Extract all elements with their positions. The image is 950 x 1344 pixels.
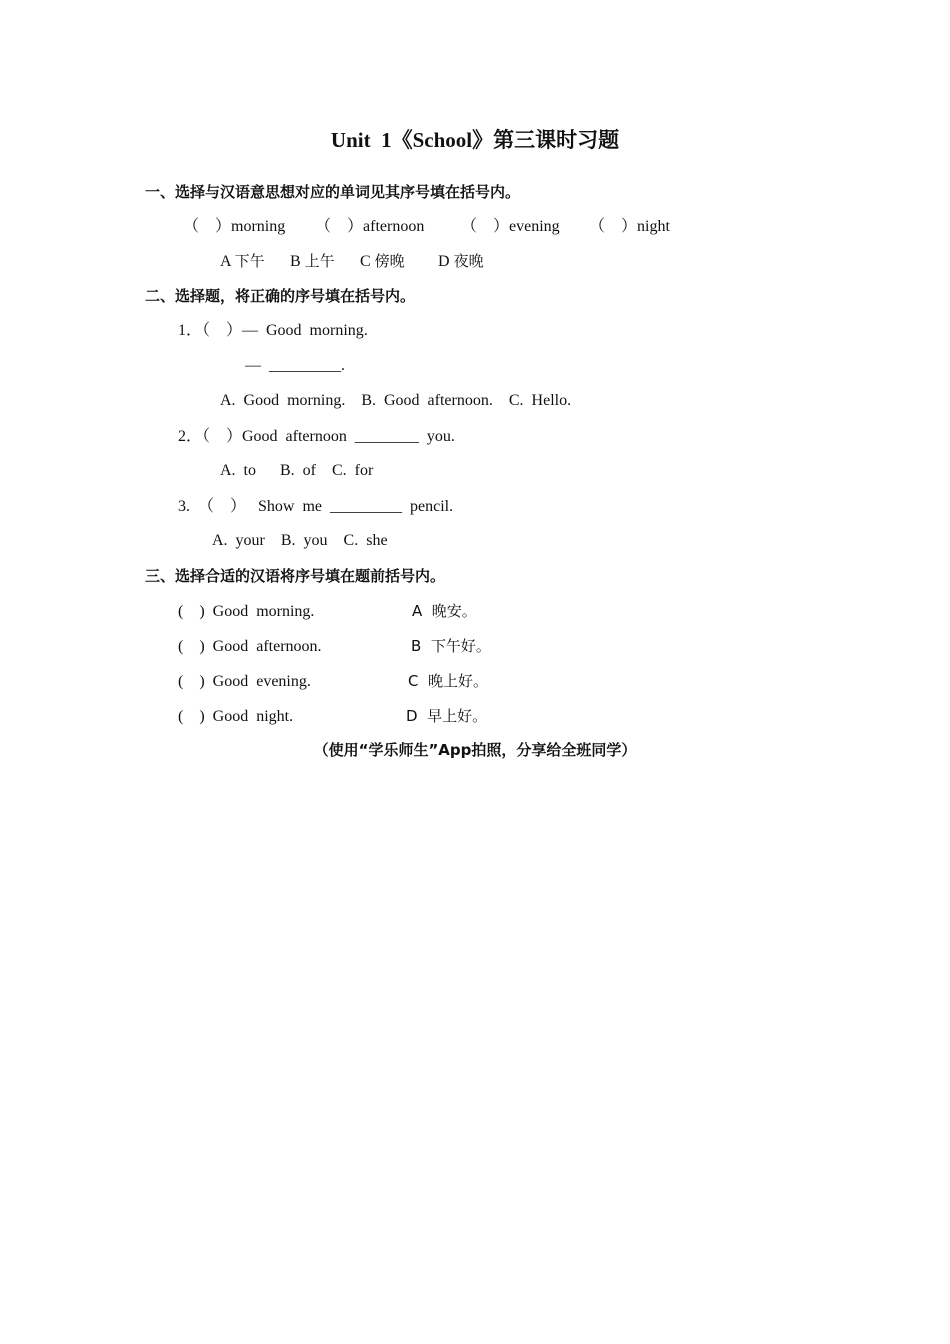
match-row-left: ( ) Good afternoon. (178, 638, 322, 655)
option-letter: D (438, 253, 450, 270)
option-b (290, 254, 335, 270)
match-row-right: B 下午好。 (411, 637, 491, 655)
question-1-options: A. Good morning. B. Good afternoon. C. Hello. (220, 392, 572, 409)
match-row-left: ( ) Good evening. (178, 673, 311, 690)
option-letter: C (360, 253, 371, 270)
question-2-options: A. to B. of C. for (220, 462, 374, 479)
question-3-options: A. your B. you C. she (212, 532, 388, 549)
answer-blank: （ ） (589, 218, 638, 235)
option-a (220, 254, 265, 270)
match-row-left: ( ) Good night. (178, 708, 294, 725)
match-row-right: A 晚安。 (412, 602, 477, 620)
question-1-answer-line: — _________. (245, 357, 345, 374)
option-text: 夜晚 (453, 252, 484, 270)
word-item-afternoon (315, 219, 424, 235)
footer-note: （使用“学乐师生”App拍照，分享给全班同学） (313, 741, 637, 759)
question-3: 3. （ ） Show me _________ pencil. (178, 498, 454, 515)
option-letter: A (220, 253, 231, 270)
match-row-right: C 晚上好。 (408, 672, 489, 690)
option-text: 下午 (234, 252, 265, 270)
option-text: 傍晚 (374, 252, 405, 270)
match-row-left: ( ) Good morning. (178, 603, 315, 620)
section-3-heading: 三、选择合适的汉语将序号填在题前括号内。 (145, 567, 446, 585)
word-text: afternoon (363, 218, 425, 235)
word-item-night (589, 219, 670, 235)
question-2: 2．（ ）Good afternoon ________ you. (178, 428, 455, 445)
answer-blank: （ ） (461, 218, 510, 235)
question-1: 1．（ ）— Good morning. (178, 322, 368, 339)
section-2-heading: 二、选择题，将正确的序号填在括号内。 (145, 287, 416, 305)
word-item-evening (461, 219, 560, 235)
option-d (438, 254, 484, 270)
option-letter: B (290, 253, 301, 270)
word-text: morning (231, 218, 286, 235)
word-text: night (637, 218, 670, 235)
answer-blank: （ ） (315, 218, 364, 235)
option-text: 上午 (304, 252, 335, 270)
answer-blank: （ ） (183, 218, 232, 235)
word-item-morning (183, 219, 285, 235)
option-c (360, 254, 405, 270)
section-1-heading: 一、选择与汉语意思想对应的单词见其序号填在括号内。 (145, 183, 521, 201)
word-text: evening (509, 218, 560, 235)
page-title: Unit 1《School》第三课时习题 (330, 128, 620, 152)
match-row-right: D 早上好。 (406, 707, 488, 725)
